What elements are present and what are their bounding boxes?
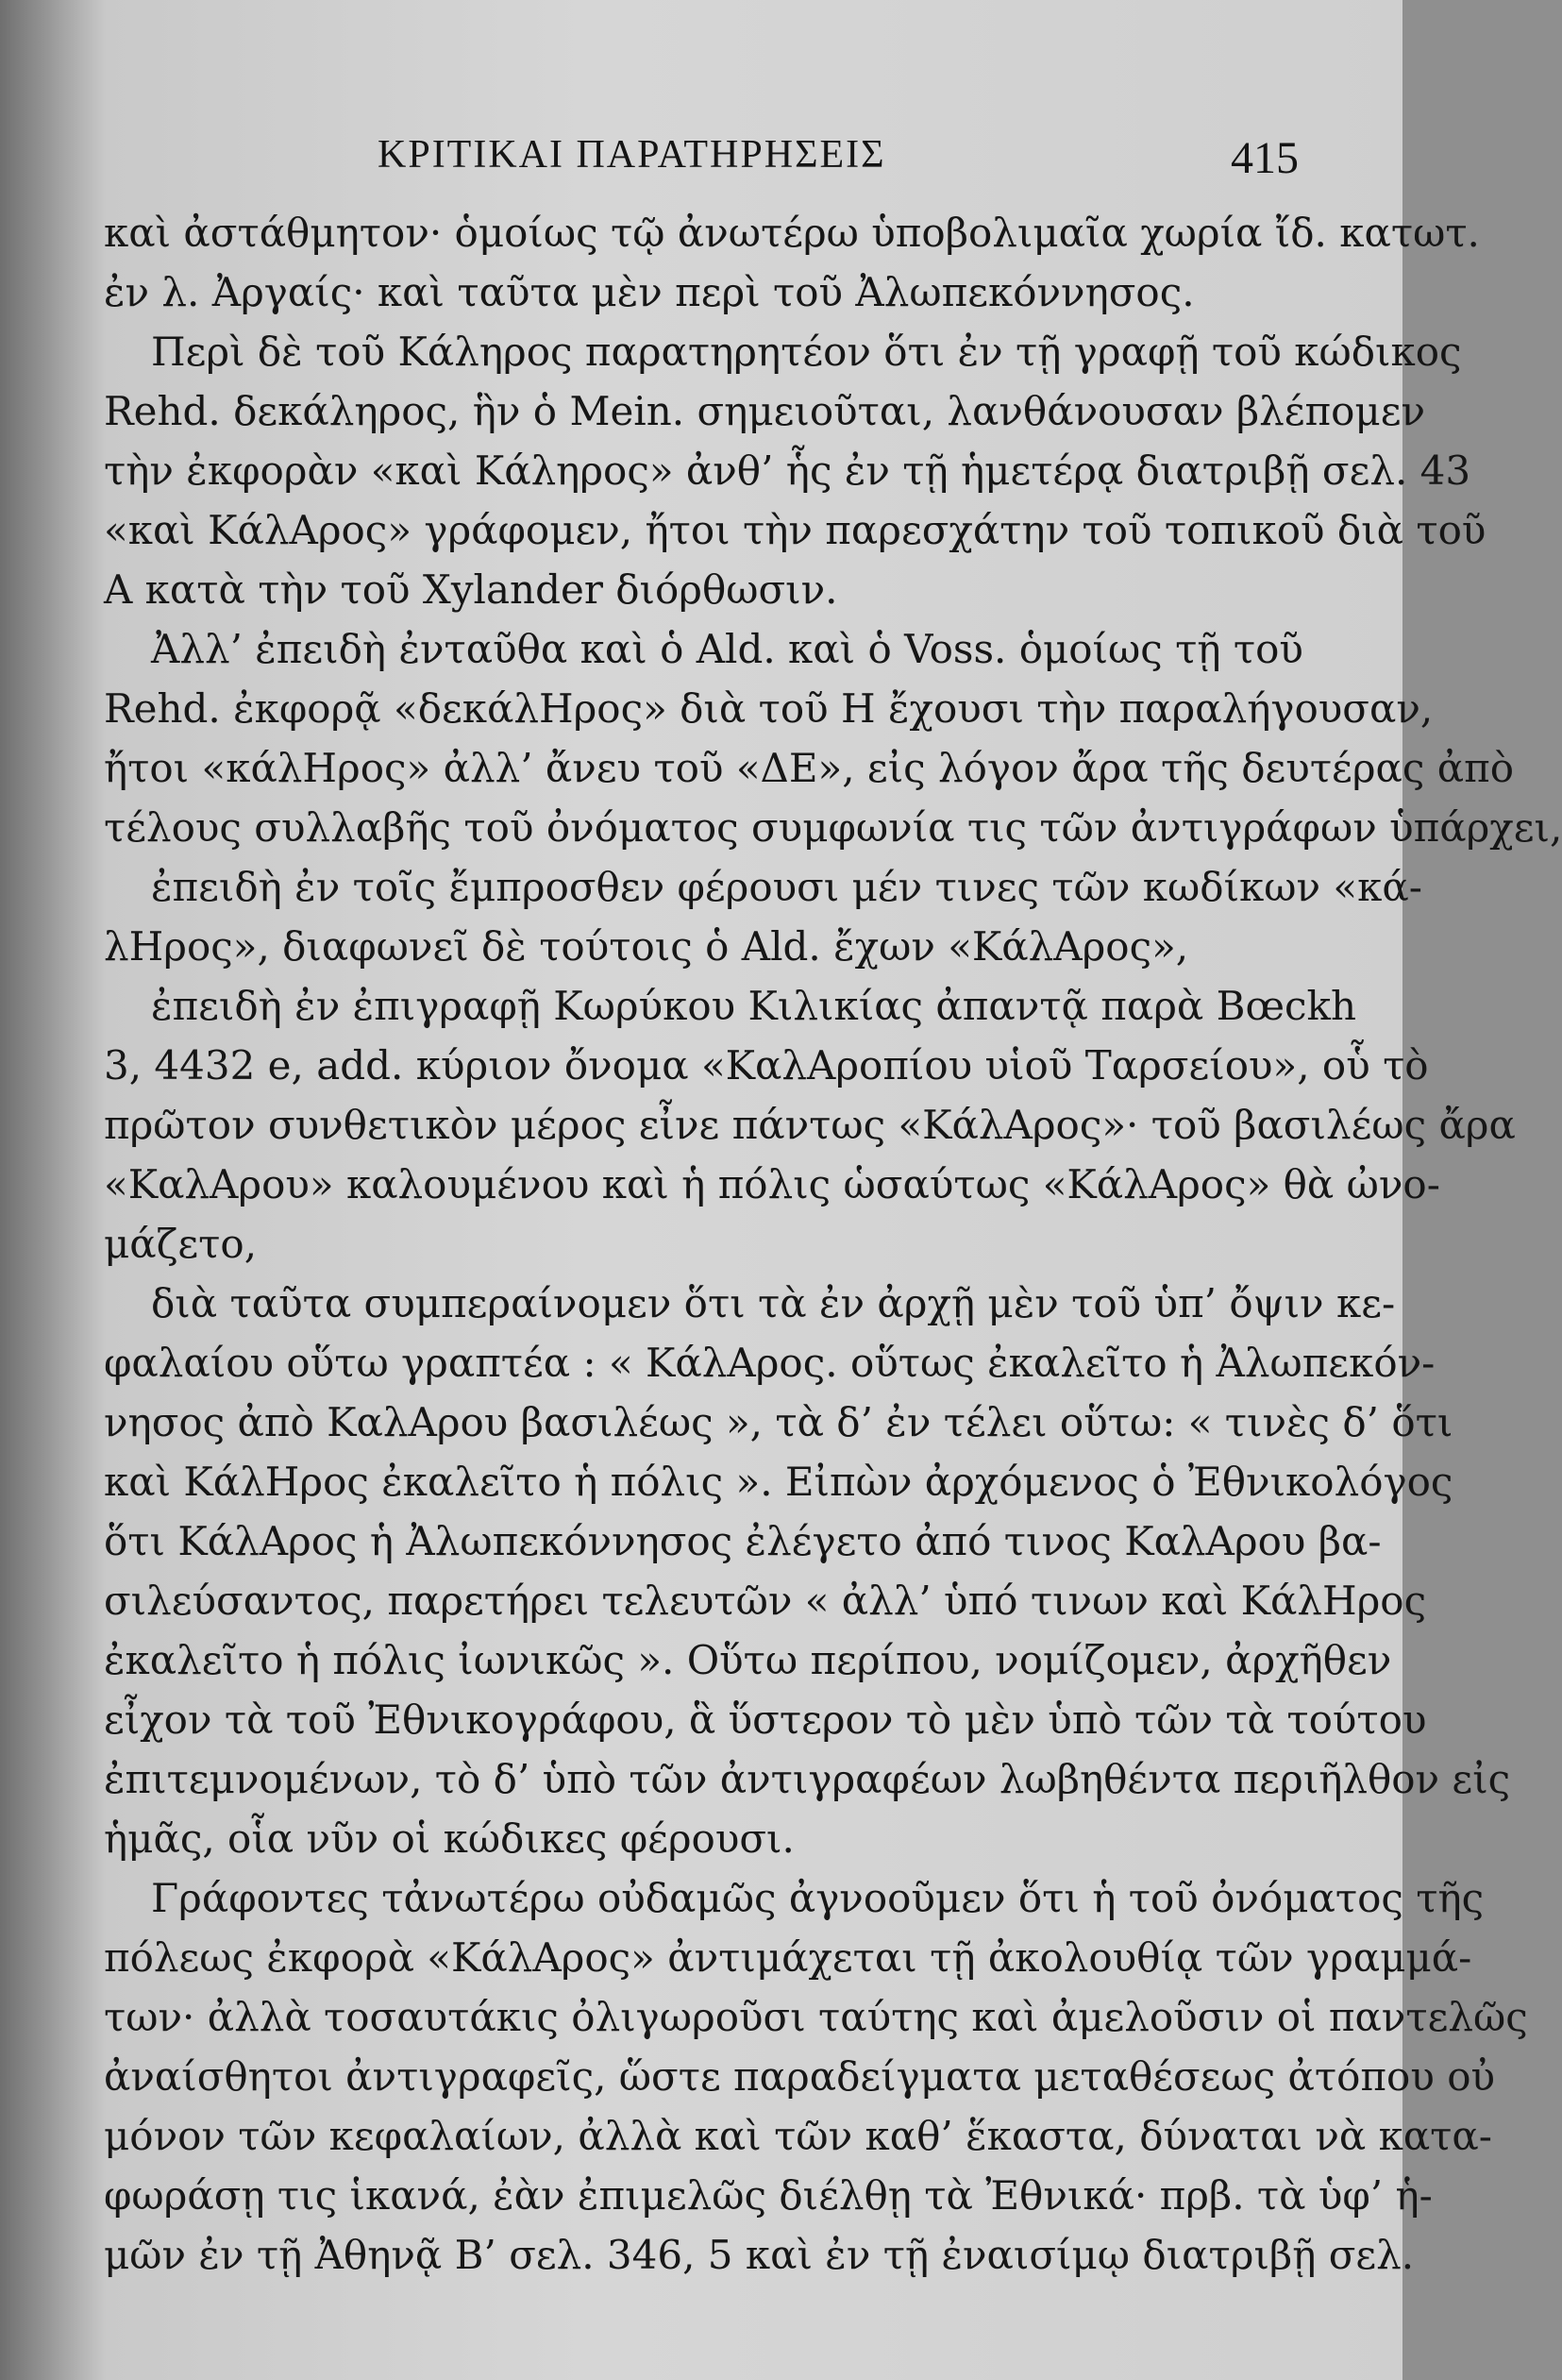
text-line: νησος ἀπὸ ΚαλΑρου βασιλέως », τὰ δ’ ἐν τέλει οὕτω: « τινὲς δ’ ὅτι	[104, 1399, 1453, 1445]
text-line: ἐν λ. Ἀργαίς· καὶ ταῦτα μὲν περὶ τοῦ Ἀλωπεκόννησος.	[104, 269, 1195, 315]
text-line: πρῶτον συνθετικὸν μέρος εἶνε πάντως «ΚάλΑρος»· τοῦ βασιλέως ἄρα	[104, 1102, 1516, 1148]
text-line: τέλους συλλαβῆς τοῦ ὀνόματος συμφωνία τις τῶν ἀντιγράφων ὑπάρχει,	[104, 804, 1562, 851]
text-line: ὅτι ΚάλΑρος ἡ Ἀλωπεκόννησος ἐλέγετο ἀπό τινος ΚαλΑρου βα-	[104, 1518, 1382, 1564]
text-line: λΗρος», διαφωνεῖ δὲ τούτοις ὁ Ald. ἔχων «ΚάλΑρος»,	[104, 923, 1189, 970]
text-line: ἀναίσθητοι ἀντιγραφεῖς, ὥστε παραδείγματα μεταθέσεως ἀτόπου οὐ	[104, 2053, 1496, 2100]
page-body	[104, 203, 1562, 2285]
text-line: μάζετο,	[104, 1221, 258, 1267]
text-line: Rehd. ἐκφορᾷ «δεκάλΗρος» διὰ τοῦ Η ἔχουσι τὴν παραλήγουσαν,	[104, 685, 1434, 732]
text-line: διὰ ταῦτα συμπεραίνομεν ὅτι τὰ ἐν ἀρχῇ μὲν τοῦ ὑπ’ ὄψιν κε-	[151, 1280, 1396, 1326]
text-line: μόνον τῶν κεφαλαίων, ἀλλὰ καὶ τῶν καθ’ ἕκαστα, δύναται νὰ κατα-	[104, 2113, 1492, 2159]
text-line: «ΚαλΑρου» καλουμένου καὶ ἡ πόλις ὡσαύτως «ΚάλΑρος» θὰ ὠνο-	[104, 1161, 1440, 1207]
paragraph	[104, 322, 1486, 619]
paragraph	[104, 203, 1480, 322]
text-line: ἡμᾶς, οἷα νῦν οἱ κώδικες φέρουσι.	[104, 1815, 795, 1862]
text-line: ἐπειδὴ ἐν ἐπιγραφῇ Κωρύκου Κιλικίας ἀπαντᾷ παρὰ Bœckh	[151, 983, 1357, 1029]
text-line: ἐπιτεμνομένων, τὸ δ’ ὑπὸ τῶν ἀντιγραφέων λωβηθέντα περιῆλθον εἰς	[104, 1756, 1511, 1802]
page-number: 415	[1231, 133, 1299, 183]
text-line: Γράφοντες τἀνωτέρω οὐδαμῶς ἀγνοοῦμεν ὅτι ἡ τοῦ ὀνόματος τῆς	[151, 1875, 1485, 1921]
text-line: σιλεύσαντος, παρετήρει τελευτῶν « ἀλλ’ ὑπό τινων καὶ ΚάλΗρος	[104, 1578, 1427, 1624]
text-line: Rehd. δεκάληρος, ἣν ὁ Mein. σημειοῦται, λανθάνουσαν βλέπομεν	[104, 388, 1425, 434]
paragraph	[104, 857, 1422, 976]
text-line: «καὶ ΚάλΑρος» γράφομεν, ἤτοι τὴν παρεσχάτην τοῦ τοπικοῦ διὰ τοῦ	[104, 507, 1486, 553]
paragraph	[104, 1274, 1511, 1868]
running-header	[378, 132, 1299, 189]
paragraph	[104, 1868, 1528, 2285]
text-line: εἶχον τὰ τοῦ Ἐθνικογράφου, ἃ ὕστερον τὸ μὲν ὑπὸ τῶν τὰ τούτου	[104, 1696, 1427, 1743]
text-line: ἐκαλεῖτο ἡ πόλις ἰωνικῶς ». Οὕτω περίπου, νομίζομεν, ἀρχῆθεν	[104, 1637, 1392, 1683]
paragraph	[104, 976, 1516, 1274]
book-spine-shadow	[0, 0, 52, 2380]
paragraph	[104, 619, 1562, 857]
text-line: 3, 4432 e, add. κύριον ὄνομα «ΚαλΑροπίου υἱοῦ Ταρσείου», οὗ τὸ	[104, 1042, 1429, 1089]
text-line: φωράσῃ τις ἱκανά, ἐὰν ἐπιμελῶς διέλθῃ τὰ Ἐθνικά· πρβ. τὰ ὑφ’ ἡ-	[104, 2172, 1433, 2219]
text-line: τὴν ἐκφορὰν «καὶ Κάληρος» ἀνθ’ ἧς ἐν τῇ ἡμετέρᾳ διατριβῇ σελ. 43	[104, 447, 1471, 494]
text-line: Περὶ δὲ τοῦ Κάληρος παρατηρητέον ὅτι ἐν τῇ γραφῇ τοῦ κώδικος	[151, 329, 1462, 375]
text-line: ἤτοι «κάλΗρος» ἀλλ’ ἄνευ τοῦ «ΔΕ», εἰς λόγον ἄρα τῆς δευτέρας ἀπὸ	[104, 745, 1514, 791]
text-line: ἐπειδὴ ἐν τοῖς ἔμπροσθεν φέρουσι μέν τινες τῶν κωδίκων «κά-	[151, 864, 1422, 910]
text-line: καὶ ἀστάθμητον· ὁμοίως τῷ ἀνωτέρω ὑποβολιμαῖα χωρία ἴδ. κατωτ.	[104, 210, 1480, 256]
text-line: φαλαίου οὕτω γραπτέα : « ΚάλΑρος. οὕτως ἐκαλεῖτο ἡ Ἀλωπεκόν-	[104, 1340, 1436, 1386]
running-title: ΚΡΙΤΙΚΑΙ ΠΑΡΑΤΗΡΗΣΕΙΣ	[378, 133, 886, 177]
text-line: πόλεως ἐκφορὰ «ΚάλΑρος» ἀντιμάχεται τῇ ἀκολουθίᾳ τῶν γραμμά-	[104, 1934, 1472, 1981]
text-line: Α κατὰ τὴν τοῦ Xylander διόρθωσιν.	[104, 566, 838, 613]
text-line: μῶν ἐν τῇ Ἀθηνᾷ Β’ σελ. 346, 5 καὶ ἐν τῇ ἐναισίμῳ διατριβῇ σελ.	[104, 2232, 1415, 2278]
text-line: Ἀλλ’ ἐπειδὴ ἐνταῦθα καὶ ὁ Ald. καὶ ὁ Voss. ὁμοίως τῇ τοῦ	[151, 626, 1303, 672]
text-line: καὶ ΚάλΗρος ἐκαλεῖτο ἡ πόλις ». Εἰπὼν ἀρχόμενος ὁ Ἐθνικολόγος	[104, 1459, 1453, 1505]
text-line: των· ἀλλὰ τοσαυτάκις ὀλιγωροῦσι ταύτης καὶ ἀμελοῦσιν οἱ παντελῶς	[104, 1994, 1528, 2040]
